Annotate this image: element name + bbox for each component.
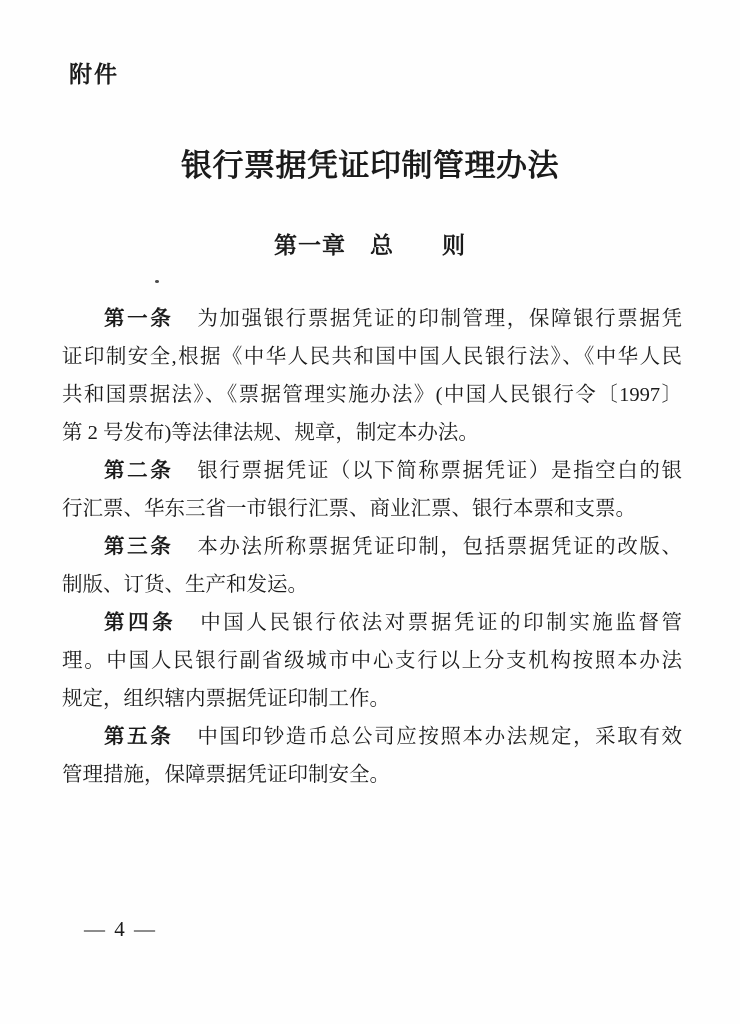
page-number: — 4 — xyxy=(84,917,157,941)
article-4-label: 第四条 xyxy=(104,611,177,634)
article-4-line-2: 理。中国人民银行副省级城市中心支行以上分支机构按照本办法 xyxy=(62,650,682,672)
article-1-line-1 xyxy=(62,300,682,338)
article-2-label: 第二条 xyxy=(104,459,174,482)
chapter-heading: 第一章 总 则 xyxy=(274,233,466,258)
document-body xyxy=(62,300,682,794)
article-1-line-3: 共和国票据法》、《票据管理实施办法》(中国人民银行令〔1997〕 xyxy=(62,384,682,406)
attachment-label: 附件 xyxy=(69,62,119,87)
article-3-label: 第三条 xyxy=(104,535,174,558)
article-4-line-1 xyxy=(62,604,682,642)
article-5-text: 中国印钞造币总公司应按照本办法规定，采取有效 xyxy=(197,726,682,748)
article-1-label: 第一条 xyxy=(104,307,174,330)
article-1-line-4: 第 2 号发布)等法律法规、规章，制定本办法。 xyxy=(62,422,479,444)
document-title: 银行票据凭证印制管理办法 xyxy=(181,148,559,183)
article-1-line-2: 证印制安全,根据《中华人民共和国中国人民银行法》、《中华人民 xyxy=(62,346,682,368)
article-2-text: 银行票据凭证（以下简称票据凭证）是指空白的银 xyxy=(197,460,682,482)
article-4-text: 中国人民银行依法对票据凭证的印制实施监督管 xyxy=(200,612,683,634)
scan-speck xyxy=(155,280,159,283)
article-2-line-2: 行汇票、华东三省一市银行汇票、商业汇票、银行本票和支票。 xyxy=(62,498,636,520)
article-5-label: 第五条 xyxy=(104,725,174,748)
article-5-line-1 xyxy=(62,718,682,756)
article-5-line-2: 管理措施，保障票据凭证印制安全。 xyxy=(62,764,390,786)
article-3-line-1 xyxy=(62,528,682,566)
article-3-text: 本办法所称票据凭证印制，包括票据凭证的改版、 xyxy=(197,536,682,558)
article-3-line-2: 制版、订货、生产和发运。 xyxy=(62,574,308,596)
article-1-text: 为加强银行票据凭证的印制管理，保障银行票据凭 xyxy=(197,308,682,330)
article-2-line-1 xyxy=(62,452,682,490)
article-4-line-3: 规定，组织辖内票据凭证印制工作。 xyxy=(62,688,390,710)
